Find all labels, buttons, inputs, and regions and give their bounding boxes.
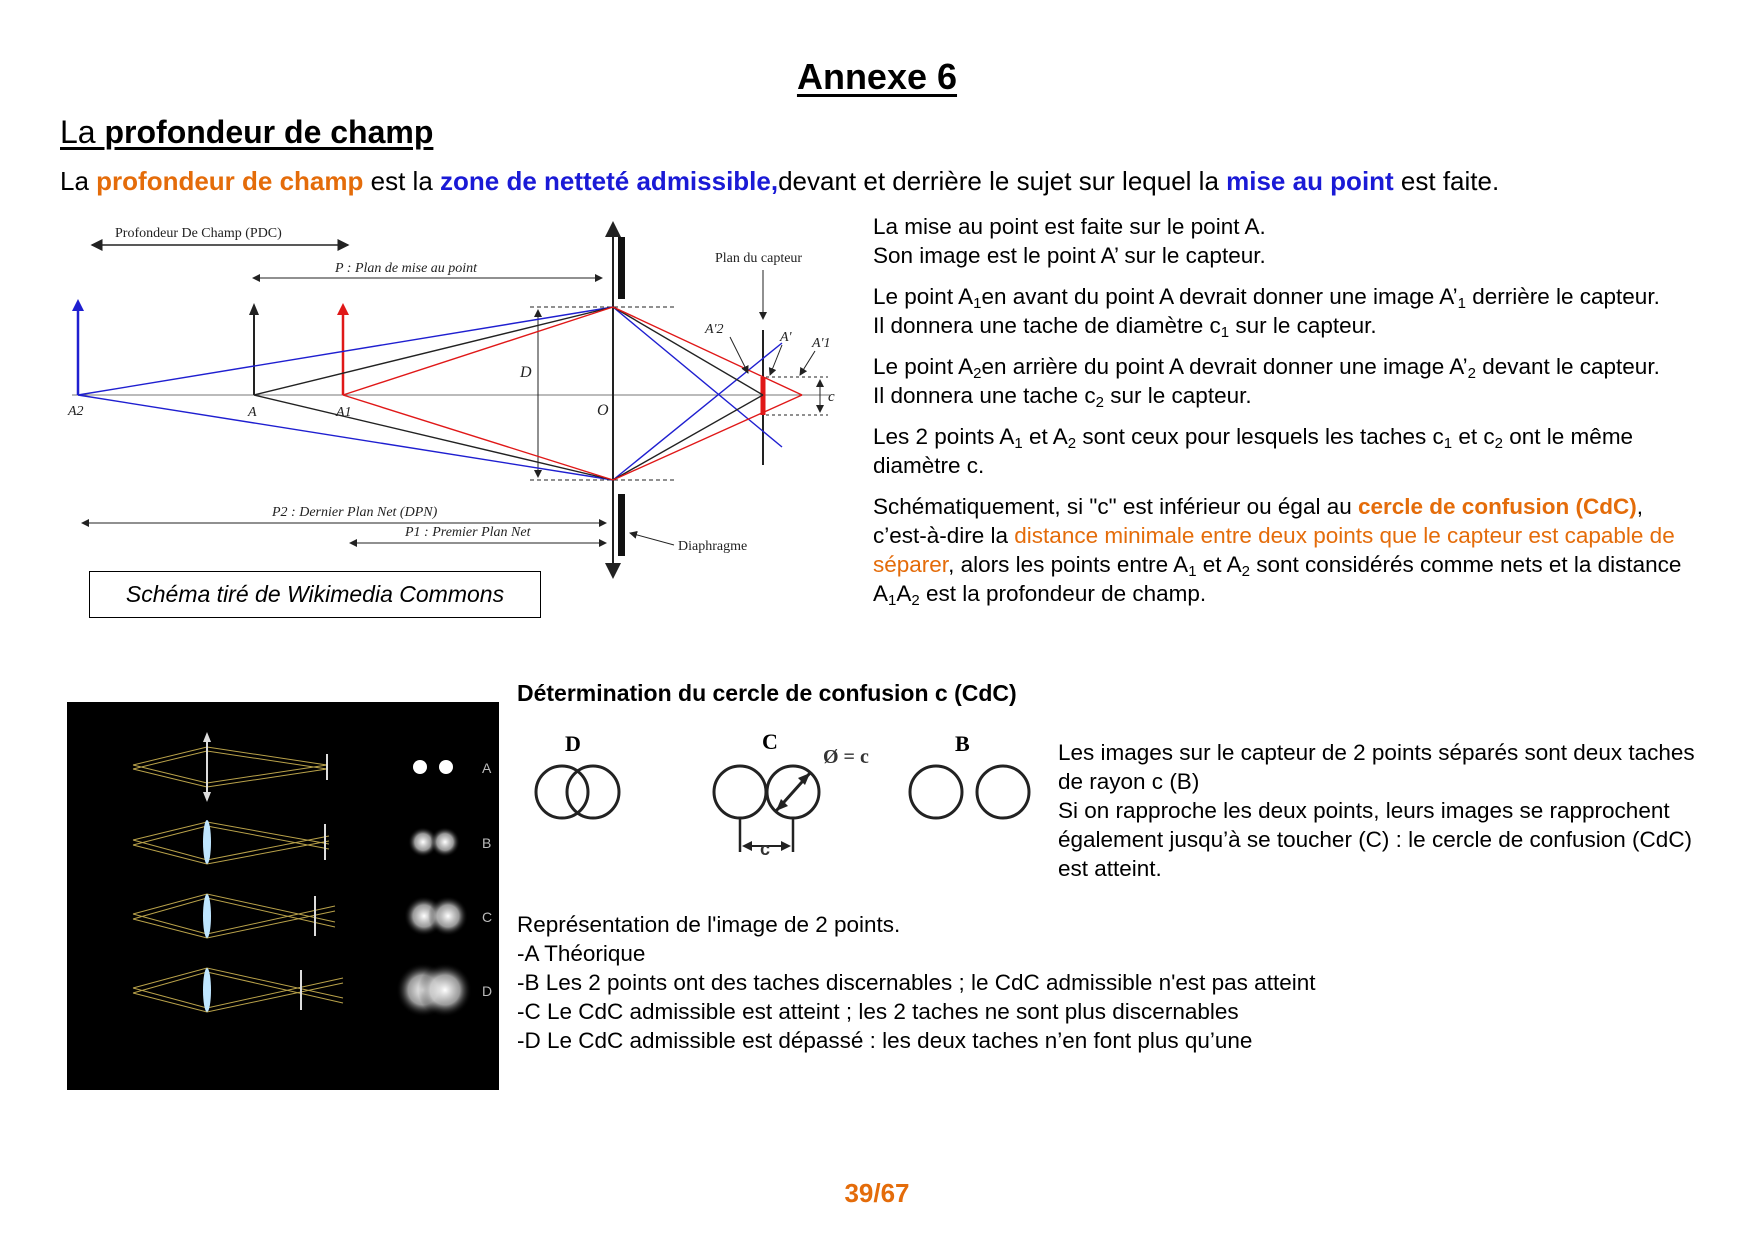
p5-t5: , alors les points entre A (948, 552, 1189, 577)
label-A-prime: A' (780, 330, 792, 345)
p2-t2: en avant du point A devrait donner une image A’ (981, 284, 1458, 309)
p4-sub1: 1 (1014, 435, 1023, 452)
point-images-panel (67, 702, 499, 1090)
row-A-rays (133, 747, 327, 787)
p2-t5: sur le capteur. (1229, 313, 1377, 338)
label-diaphragme: Diaphragme (678, 539, 748, 554)
label-A: A (248, 405, 257, 420)
circle-label-C: C (762, 729, 778, 754)
p5-definition: distance minimale entre deux points que le capteur est capable de séparer (873, 523, 1675, 577)
p2-sub2: 1 (1457, 295, 1466, 312)
p4-sub2: 2 (1067, 435, 1077, 452)
depth-of-field-diagram (60, 215, 850, 585)
confusion-explanation (1058, 738, 1708, 883)
row-C-rays (133, 894, 335, 938)
label-dpn: P2 : Dernier Plan Net (DPN) (272, 505, 438, 520)
p4-t2: et A (1022, 424, 1068, 449)
panel-label-C: C (482, 909, 493, 925)
label-D: D (520, 364, 532, 381)
confusion-explanation-line2: Si on rapproche les deux points, leurs images se rapprochent également jusqu’à se toucher (C) : le cercle de confusion (CdC) est atteint. (1058, 798, 1693, 881)
p2-t3: derrière le capteur. (1465, 284, 1660, 309)
p3-t1: Le point A (873, 354, 974, 379)
legend-item-B: -B Les 2 points ont des taches discernables ; le CdC admissible n'est pas atteint (517, 970, 1316, 995)
section-title (60, 114, 433, 151)
confusion-explanation-line1: Les images sur le capteur de 2 points séparés sont deux taches de rayon c (B) (1058, 740, 1695, 794)
p5-t9: est la profondeur de champ. (919, 581, 1207, 606)
p4-t5: ont le même diamètre c. (873, 424, 1634, 478)
label-plan-mise-au-point: P : Plan de mise au point (335, 261, 478, 276)
label-A-prime-2: A'2 (705, 322, 724, 337)
legend-item-A: -A Théorique (517, 941, 646, 966)
p5-t3: , c’est-à-dire la (873, 494, 1644, 548)
page-number: 39/67 (844, 1178, 910, 1208)
p2-t1: Le point A (873, 284, 974, 309)
determination-title: Détermination du cercle de confusion c (CdC) (517, 680, 1017, 706)
page-title: Annexe 6 (796, 56, 958, 97)
p2-t4: Il donnera une tache de diamètre c (873, 313, 1221, 338)
intro-sentence (60, 166, 1499, 197)
p5-sub1: 1 (1188, 563, 1197, 580)
p2-sub3: 1 (1220, 324, 1230, 341)
explanation-column (873, 212, 1703, 620)
label-c: c (828, 389, 835, 405)
circle-label-D: D (565, 731, 581, 756)
p5-sub4: 2 (911, 592, 920, 609)
p5-t1: Schématiquement, si "c" est inférieur ou égal au (873, 494, 1358, 519)
intro-term-profondeur: profondeur de champ (96, 166, 364, 196)
p3-t3: devant le capteur. (1475, 354, 1660, 379)
p3-sub3: 2 (1095, 394, 1105, 411)
intro-term-zone: zone de netteté admissible, (440, 166, 779, 196)
p3-sub1: 2 (973, 365, 982, 382)
p1-line2: Son image est le point A’ sur le capteur. (873, 243, 1266, 268)
label-O: O (597, 402, 609, 419)
intro-t1: La (60, 166, 97, 196)
p1-line1: La mise au point est faite sur le point A. (873, 214, 1266, 239)
paragraph-cercle-confusion (873, 492, 1703, 608)
p4-sub3: 1 (1443, 435, 1453, 452)
section-title-part2: profondeur de champ (104, 114, 434, 150)
label-A-prime-1: A'1 (812, 336, 831, 351)
p5-t7: sont considérés comme nets et la distance A (873, 552, 1682, 606)
intro-term-mise-au-point: mise au point (1226, 166, 1394, 196)
point-images-illustration (67, 702, 499, 1090)
legend-item-C: -C Le CdC admissible est atteint ; les 2 taches ne sont plus discernables (517, 999, 1239, 1024)
p5-sub2: 2 (1241, 563, 1250, 580)
p2-sub1: 1 (973, 295, 982, 312)
p3-t5: sur le capteur. (1104, 383, 1252, 408)
p4-t4: et c (1452, 424, 1495, 449)
legend-item-D: -D Le CdC admissible est dépassé : les deux taches n’en font plus qu’une (517, 1028, 1253, 1053)
diameter-label: Ø = c (823, 746, 869, 768)
row-D-rays (133, 968, 343, 1012)
legend-intro: Représentation de l'image de 2 points. (517, 912, 901, 937)
p5-t6: et A (1196, 552, 1242, 577)
representation-legend (517, 910, 1315, 1055)
paragraph-same-diameter (873, 422, 1703, 480)
circle-label-B: B (955, 731, 970, 756)
p5-term-cdc: cercle de confusion (CdC) (1357, 494, 1637, 519)
label-A1: A1 (336, 405, 352, 420)
intro-t3: est la (363, 166, 440, 196)
paragraph-point-a2 (873, 352, 1703, 410)
section-title-part1: La (60, 114, 105, 150)
p4-t3: sont ceux pour lesquels les taches c (1076, 424, 1444, 449)
p3-t4: Il donnera une tache c (873, 383, 1096, 408)
intro-t5: devant et derrière le sujet sur lequel la (778, 166, 1227, 196)
confusion-circles-diagram (520, 728, 1040, 868)
distance-c-label: c (760, 839, 771, 859)
paragraph-point-a1 (873, 282, 1703, 340)
paragraph-mise-au-point (873, 212, 1703, 270)
panel-label-B: B (482, 835, 492, 851)
row-B-rays (133, 822, 329, 864)
p5-sub3: 1 (888, 592, 897, 609)
image-credit-box: Schéma tiré de Wikimedia Commons (89, 571, 541, 618)
label-A2: A2 (68, 404, 84, 419)
p5-t8: A (896, 581, 912, 606)
label-ppn: P1 : Premier Plan Net (405, 525, 531, 540)
p3-sub2: 2 (1467, 365, 1476, 382)
label-plan-capteur: Plan du capteur (715, 251, 803, 266)
p4-sub4: 2 (1494, 435, 1504, 452)
p3-t2: en arrière du point A devrait donner une image A’ (981, 354, 1468, 379)
intro-t7: est faite. (1393, 166, 1500, 196)
label-pdc: Profondeur De Champ (PDC) (115, 226, 282, 241)
p4-t1: Les 2 points A (873, 424, 1015, 449)
panel-label-A: A (482, 760, 492, 776)
panel-label-D: D (482, 983, 493, 999)
